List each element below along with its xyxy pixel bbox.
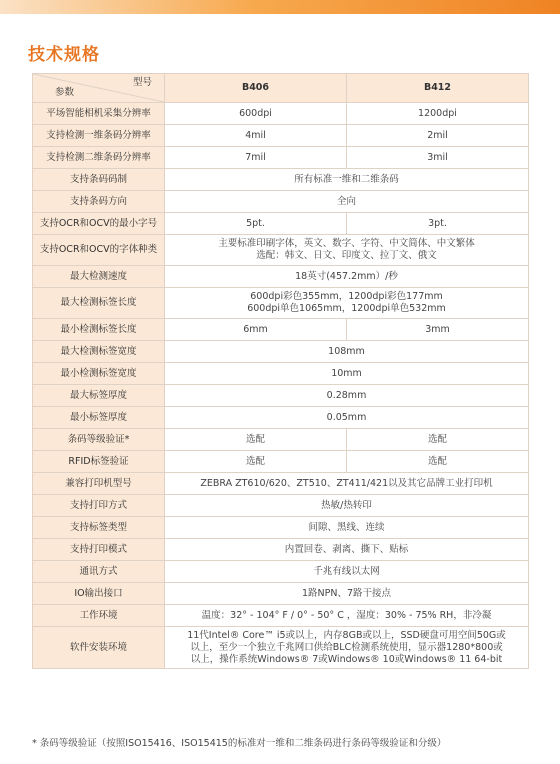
- top-banner: [0, 0, 560, 14]
- table-row: [33, 605, 529, 627]
- row-label: 支持标签类型: [33, 517, 165, 539]
- value-b412: 3mm: [347, 319, 529, 341]
- footnote: * 条码等级验证（按照ISO15416、ISO15415的标准对一维和二维条码进行条码等级验证和分级）: [32, 738, 447, 749]
- value-b412: 3mil: [347, 147, 529, 169]
- corner-cell: [33, 74, 165, 103]
- value-b406: 选配: [165, 451, 347, 473]
- row-label: 最小标签厚度: [33, 407, 165, 429]
- row-label: 支持检测一维条码分辨率: [33, 125, 165, 147]
- table-row: [33, 319, 529, 341]
- value-shared: [165, 627, 529, 669]
- value-b412: 选配: [347, 451, 529, 473]
- row-label: 支持OCR和OCV的最小字号: [33, 213, 165, 235]
- row-label: RFID标签验证: [33, 451, 165, 473]
- table-row: [33, 451, 529, 473]
- table-row: [33, 125, 529, 147]
- value-b412: 2mil: [347, 125, 529, 147]
- page-title: 技术规格: [28, 45, 100, 65]
- table-row: [33, 429, 529, 451]
- column-header-b406: B406: [165, 74, 347, 103]
- value-line: 以上，至少一个独立千兆网口供给BLC检测系统使用，显示器1280*800或: [190, 641, 503, 653]
- row-label: 工作环境: [33, 605, 165, 627]
- value-line: 600dpi彩色355mm，1200dpi彩色177mm: [250, 291, 443, 302]
- row-label: 支持条码码制: [33, 169, 165, 191]
- column-header-b412: B412: [347, 74, 529, 103]
- value-line: 选配：韩文、日文、印度文、拉丁文、俄文: [256, 250, 437, 261]
- row-label: 软件安装环境: [33, 627, 165, 669]
- table-row: [33, 583, 529, 605]
- row-label: 条码等级验证*: [33, 429, 165, 451]
- table-row: [33, 288, 529, 319]
- value-b406: 选配: [165, 429, 347, 451]
- value-shared: [165, 235, 529, 266]
- value-b406: 600dpi: [165, 103, 347, 125]
- row-label: 最小检测标签长度: [33, 319, 165, 341]
- table-row: [33, 539, 529, 561]
- row-label: 最大检测速度: [33, 266, 165, 288]
- row-label: 支持检测二维条码分辨率: [33, 147, 165, 169]
- value-shared: 10mm: [165, 363, 529, 385]
- row-label: 最大检测标签宽度: [33, 341, 165, 363]
- value-b406: 7mil: [165, 147, 347, 169]
- corner-model-label: 型号: [132, 77, 152, 88]
- value-b412: 选配: [347, 429, 529, 451]
- row-label: 支持OCR和OCV的字体种类: [33, 235, 165, 266]
- value-shared: 0.05mm: [165, 407, 529, 429]
- value-shared: 108mm: [165, 341, 529, 363]
- row-label: 最大检测标签长度: [33, 288, 165, 319]
- row-label: 平场智能相机采集分辨率: [33, 103, 165, 125]
- row-label: 最小检测标签宽度: [33, 363, 165, 385]
- row-label: 支持打印模式: [33, 539, 165, 561]
- table-row: [33, 495, 529, 517]
- value-line: 11代Intel® Core™ i5或以上，内存8GB或以上，SSD硬盘可用空间50G或: [187, 629, 506, 641]
- table-row: [33, 213, 529, 235]
- value-shared: 1路NPN、7路干接点: [165, 583, 529, 605]
- value-shared: 0.28mm: [165, 385, 529, 407]
- value-shared: 18英寸(457.2mm）/秒: [165, 266, 529, 288]
- table-row: [33, 147, 529, 169]
- value-b412: 3pt.: [347, 213, 529, 235]
- value-shared: 温度：32° - 104° F / 0° - 50° C ，湿度：30% - 75% RH，非冷凝: [165, 605, 529, 627]
- value-b412: 1200dpi: [347, 103, 529, 125]
- table-row: [33, 517, 529, 539]
- value-shared: ZEBRA ZT610/620、ZT510、ZT411/421以及其它品牌工业打印机: [165, 473, 529, 495]
- value-shared: 所有标准一维和二维条码: [165, 169, 529, 191]
- value-shared: 热敏/热转印: [165, 495, 529, 517]
- value-shared: [165, 288, 529, 319]
- table-row: [33, 561, 529, 583]
- row-label: 支持打印方式: [33, 495, 165, 517]
- value-shared: 间隙、黑线、连续: [165, 517, 529, 539]
- table-row: [33, 266, 529, 288]
- row-label: 兼容打印机型号: [33, 473, 165, 495]
- table-row: [33, 169, 529, 191]
- value-shared: 全向: [165, 191, 529, 213]
- table-row: [33, 473, 529, 495]
- table-row: [33, 363, 529, 385]
- table-row: [33, 407, 529, 429]
- table-row: [33, 191, 529, 213]
- value-shared: 内置回卷、剥离、撕下、贴标: [165, 539, 529, 561]
- table-row: [33, 341, 529, 363]
- table-row: [33, 103, 529, 125]
- table-row: [33, 385, 529, 407]
- table-header-row: [33, 74, 529, 103]
- table-row: [33, 627, 529, 669]
- row-label: 最大标签厚度: [33, 385, 165, 407]
- row-label: 通讯方式: [33, 561, 165, 583]
- value-b406: 6mm: [165, 319, 347, 341]
- table-row: [33, 235, 529, 266]
- row-label: IO输出接口: [33, 583, 165, 605]
- value-b406: 4mil: [165, 125, 347, 147]
- value-shared: 千兆有线以太网: [165, 561, 529, 583]
- row-label: 支持条码方向: [33, 191, 165, 213]
- value-b406: 5pt.: [165, 213, 347, 235]
- corner-param-label: 参数: [55, 87, 75, 98]
- spec-table: [32, 73, 529, 669]
- value-line: 600dpi单色1065mm，1200dpi单色532mm: [247, 303, 446, 314]
- value-line: 以上，操作系统Windows® 7或Windows® 10或Windows® 11 64-bit: [190, 653, 503, 665]
- value-line: 主要标准印刷字体，英文、数字、字符、中文简体、中文繁体: [218, 238, 475, 249]
